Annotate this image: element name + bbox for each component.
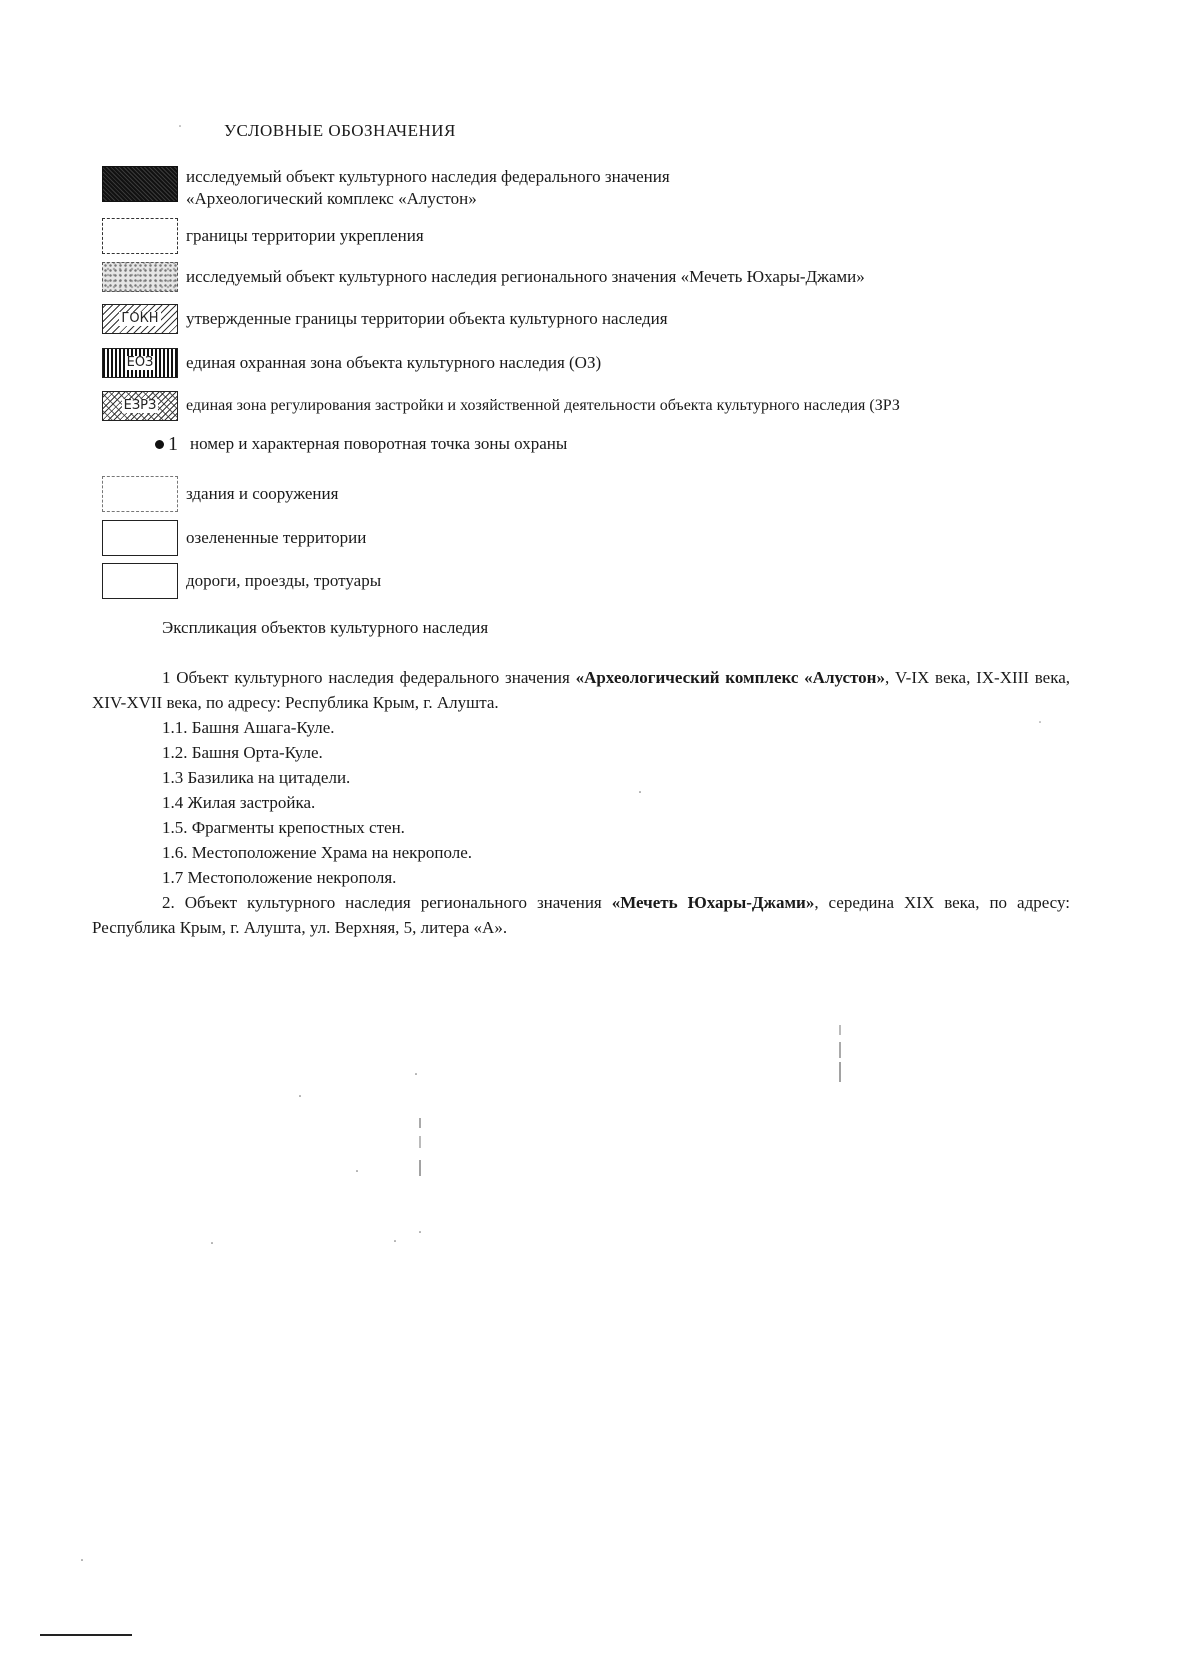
- approved-boundaries-swatch: [102, 304, 178, 334]
- explication-subitem: 1.4 Жилая застройка.: [162, 793, 316, 812]
- swatch-label: ЕОЗ: [126, 355, 154, 370]
- explication-list: [92, 665, 1070, 940]
- explication-title: Экспликация объектов культурного наследия: [162, 618, 489, 637]
- explication-item-2: 2. Объект культурного наследия регионального значения «Мечеть Юхары-Джами», середина XIX века, по адресу: Республика Крым, г. Алушта, ул. Верхняя, 5, литера «А».: [92, 893, 1071, 937]
- point-number: 1: [168, 433, 178, 455]
- legend-item-turning-point: [155, 433, 567, 455]
- explication-subitem: 1.1. Башня Ашага-Куле.: [162, 718, 335, 737]
- swatch-label: ЕЗРЗ: [123, 398, 157, 413]
- legend-text: единая зона регулирования застройки и хозяйственной деятельности объекта культурного наследия (ЗРЗ: [186, 397, 900, 414]
- legend-item-buildings: [102, 476, 1102, 516]
- legend-text: утвержденные границы территории объекта культурного наследия: [186, 309, 668, 328]
- fortification-boundary-swatch: [102, 218, 178, 254]
- buildings-swatch: [102, 476, 178, 512]
- legend-text: границы территории укрепления: [186, 226, 424, 245]
- legend-item-protection-zone: [102, 348, 1102, 388]
- explication-item-1: 1 Объект культурного наследия федерального значения «Археологический комплекс «Алустон», V-IX века, IX-XIII века, XIV-XVII века, по адресу: Республика Крым, г. Алушта.: [92, 668, 1070, 712]
- legend-item-regional-object: [102, 262, 1102, 302]
- protection-zone-swatch: [102, 348, 178, 378]
- legend-text: исследуемый объект культурного наследия федерального значения: [186, 167, 670, 186]
- legend-item-fortification-boundary: [102, 218, 1102, 258]
- swatch-label: ГОКН: [121, 311, 159, 326]
- green-areas-swatch: [102, 520, 178, 556]
- explication-subitem: 1.5. Фрагменты крепостных стен.: [162, 818, 405, 837]
- legend-text: исследуемый объект культурного наследия регионального значения «Мечеть Юхары-Джами»: [186, 267, 865, 286]
- legend-text: здания и сооружения: [186, 484, 339, 503]
- legend-item-federal-object: [102, 166, 1102, 206]
- explication-subitem: 1.6. Местоположение Храма на некрополе.: [162, 843, 473, 862]
- object-name: «Археологический комплекс «Алустон»: [575, 668, 885, 687]
- legend-text: единая охранная зона объекта культурного наследия (ОЗ): [186, 353, 602, 372]
- explication-subitem: 1.2. Башня Орта-Куле.: [162, 743, 323, 762]
- regulation-zone-swatch: [102, 391, 178, 421]
- legend-item-approved-boundaries: [102, 304, 1102, 344]
- footer-rule: [40, 1634, 132, 1636]
- legend-text-line2: «Археологический комплекс «Алустон»: [186, 189, 477, 208]
- federal-object-swatch: [102, 166, 178, 202]
- point-marker-icon: [155, 440, 164, 449]
- object-name: «Мечеть Юхары-Джами»: [611, 893, 815, 912]
- explication-subitem: 1.3 Базилика на цитадели.: [162, 768, 351, 787]
- explication-subitem: 1.7 Местоположение некрополя.: [162, 868, 397, 887]
- regional-object-swatch: [102, 262, 178, 292]
- legend-item-regulation-zone: [102, 391, 1102, 431]
- legend-text: номер и характерная поворотная точка зоны охраны: [190, 434, 568, 453]
- roads-swatch: [102, 563, 178, 599]
- legend-item-green-areas: [102, 520, 1102, 560]
- legend-text: озелененные территории: [186, 528, 367, 547]
- legend-text: дороги, проезды, тротуары: [186, 571, 382, 590]
- legend-item-roads: [102, 563, 1102, 603]
- legend-title: УСЛОВНЫЕ ОБОЗНАЧЕНИЯ: [224, 121, 456, 140]
